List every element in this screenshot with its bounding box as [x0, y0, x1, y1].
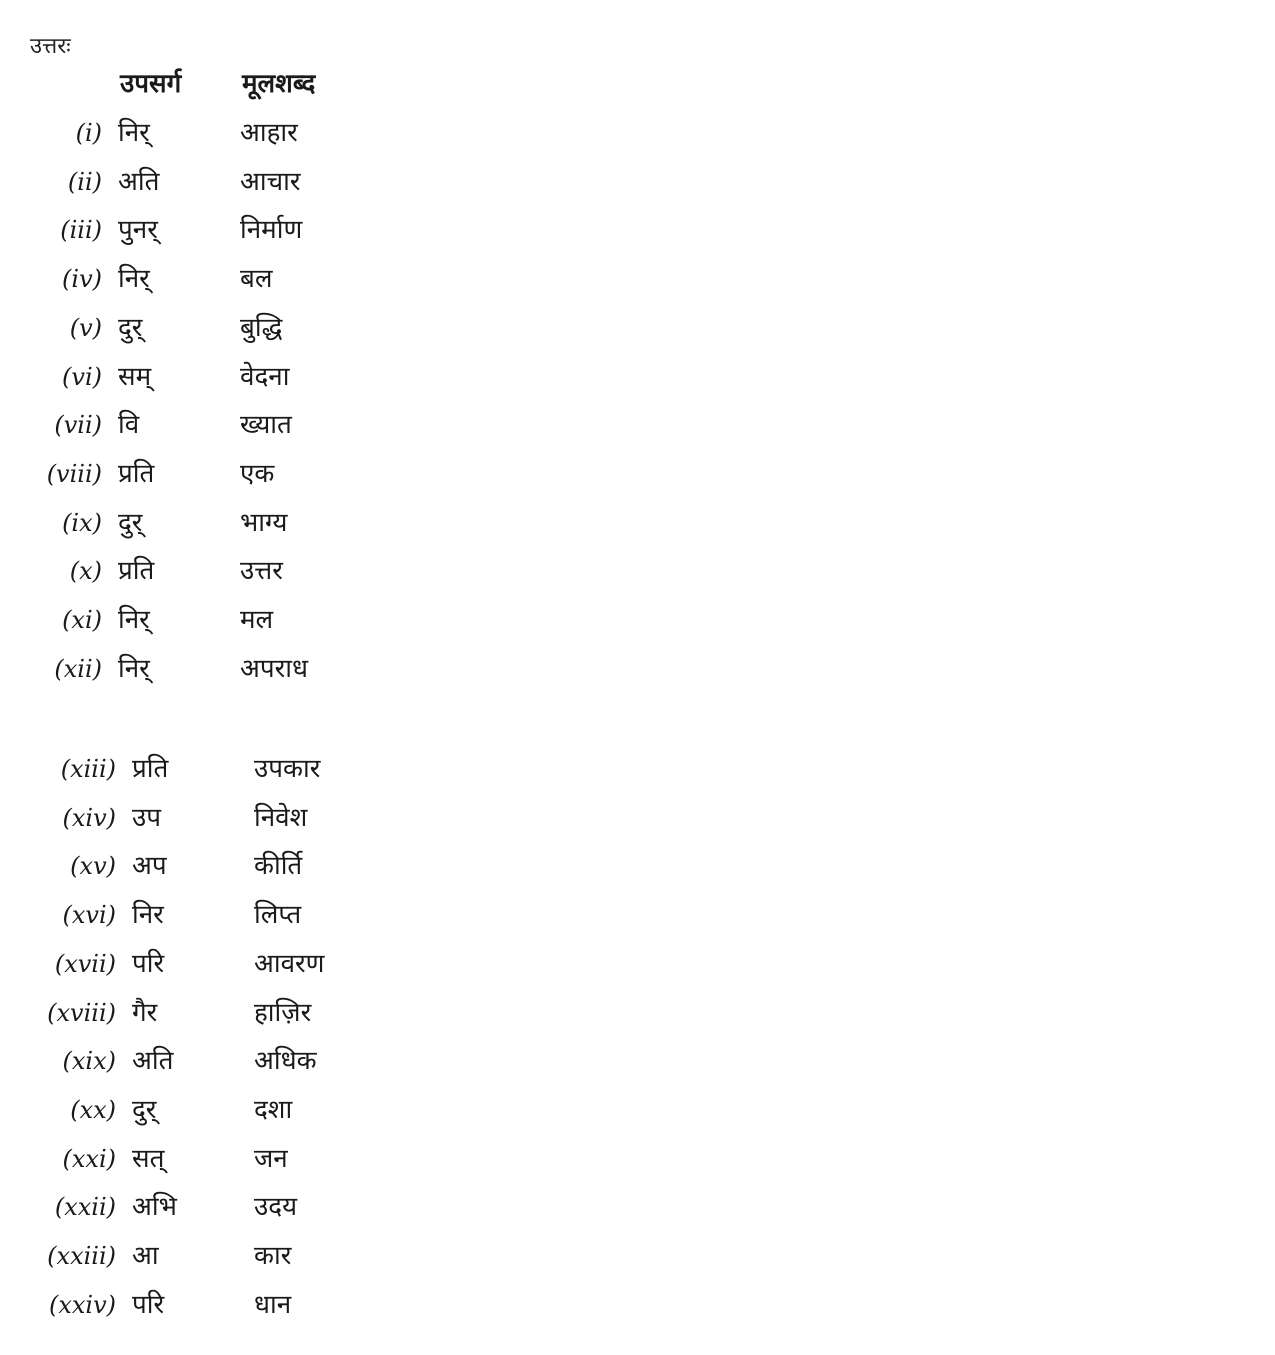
table-row — [0, 551, 600, 591]
table-row — [0, 749, 600, 789]
row-number: (viii) — [46, 459, 102, 488]
prefix-cell: प्रति — [118, 556, 155, 587]
row-number: (ix) — [62, 508, 102, 537]
row-number: (xix) — [62, 1047, 116, 1076]
prefix-cell: गैर — [132, 997, 158, 1028]
row-number: (xiii) — [60, 755, 116, 783]
prefix-cell: अभि — [132, 1192, 177, 1223]
row-number: (iv) — [62, 265, 102, 294]
table-row — [0, 454, 600, 494]
row-number: (xx) — [70, 1095, 116, 1124]
root-word-cell: आचार — [240, 166, 301, 197]
table-row — [0, 113, 600, 153]
table-row — [0, 993, 600, 1033]
row-number: (vi) — [62, 362, 102, 391]
prefix-cell: दुर् — [132, 1094, 157, 1125]
row-number: (xviii) — [47, 998, 116, 1027]
prefix-cell: अप — [132, 851, 167, 882]
root-word-cell: निर्माण — [240, 215, 303, 246]
root-word-cell: कार — [254, 1241, 292, 1271]
table-row — [0, 846, 600, 886]
prefix-cell: प्रति — [118, 458, 155, 489]
root-word-cell: धान — [254, 1289, 292, 1320]
root-word-cell: लिप्त — [254, 900, 302, 931]
table-row — [0, 308, 600, 348]
root-word-cell: मल — [240, 605, 274, 635]
prefix-cell: निर् — [118, 264, 150, 295]
root-word-cell: एक — [240, 458, 275, 489]
row-number: (xxiv) — [48, 1290, 116, 1319]
root-word-cell: वेदना — [240, 361, 290, 392]
prefix-cell: उप — [132, 802, 162, 833]
prefix-cell: प्रति — [132, 754, 169, 784]
table-row — [0, 944, 600, 984]
prefix-cell: दुर् — [118, 507, 143, 538]
table-row — [0, 1285, 600, 1325]
root-word-cell: दशा — [254, 1094, 293, 1125]
root-word-cell: आहार — [240, 118, 298, 148]
prefix-cell: सम् — [118, 361, 152, 392]
root-word-cell: ख्यात — [240, 410, 292, 441]
row-number: (xxiii) — [47, 1242, 116, 1270]
row-number: (xiv) — [62, 803, 116, 832]
row-number: (xi) — [62, 606, 102, 634]
table-row — [0, 1187, 600, 1227]
prefix-cell: पुनर् — [118, 215, 158, 246]
prefix-cell: सत् — [132, 1143, 165, 1174]
root-word-cell: भाग्य — [240, 507, 288, 538]
row-number: (xv) — [70, 852, 116, 881]
prefix-cell: परि — [132, 1289, 165, 1320]
prefix-cell: अति — [118, 166, 160, 197]
prefix-cell: आ — [132, 1241, 159, 1271]
row-number: (x) — [69, 557, 102, 586]
root-word-cell: बल — [240, 264, 273, 295]
prefix-cell: निर् — [118, 605, 150, 635]
row-number: (xii) — [54, 654, 102, 683]
prefix-cell: दुर् — [118, 312, 143, 343]
table-row — [0, 895, 600, 935]
root-word-cell: आवरण — [254, 948, 325, 979]
table-row — [0, 405, 600, 445]
row-number: (i) — [75, 119, 102, 147]
root-word-cell: उपकार — [254, 754, 321, 784]
prefix-cell: निर् — [118, 118, 150, 148]
table-row — [0, 1139, 600, 1179]
prefix-cell: वि — [118, 410, 140, 441]
table-row — [0, 1090, 600, 1130]
prefix-cell: निर् — [118, 653, 150, 684]
prefix-cell: निर — [132, 900, 164, 931]
root-word-cell: हाज़िर — [254, 997, 312, 1028]
table-row — [0, 1041, 600, 1081]
root-word-cell: उदय — [254, 1192, 298, 1223]
row-number: (xvi) — [62, 901, 116, 930]
table-row — [0, 600, 600, 640]
root-word-cell: कीर्ति — [254, 851, 303, 882]
root-word-cell: जन — [254, 1143, 288, 1174]
prefix-cell: परि — [132, 948, 165, 979]
table-row — [0, 357, 600, 397]
row-number: (xvii) — [54, 949, 116, 978]
answer-heading: उत्तरः — [30, 34, 71, 59]
prefix-cell: अति — [132, 1046, 174, 1077]
row-number: (iii) — [60, 216, 102, 245]
prefix-column-header: उपसर्ग — [120, 69, 182, 99]
root-word-cell: अपराध — [240, 653, 308, 684]
table-row — [0, 210, 600, 250]
table-row — [0, 798, 600, 838]
row-number: (v) — [69, 313, 102, 342]
root-word-cell: अधिक — [254, 1046, 317, 1077]
root-word-column-header: मूलशब्द — [242, 69, 316, 99]
table-row — [0, 1236, 600, 1276]
table-row — [0, 259, 600, 299]
row-number: (vii) — [54, 411, 102, 440]
table-row — [0, 162, 600, 202]
row-number: (ii) — [67, 167, 102, 196]
root-word-cell: बुद्धि — [240, 312, 283, 343]
row-number: (xxi) — [62, 1144, 116, 1173]
table-row — [0, 503, 600, 543]
row-number: (xxii) — [54, 1193, 116, 1222]
root-word-cell: निवेश — [254, 802, 308, 833]
root-word-cell: उत्तर — [240, 556, 283, 587]
table-row — [0, 649, 600, 689]
